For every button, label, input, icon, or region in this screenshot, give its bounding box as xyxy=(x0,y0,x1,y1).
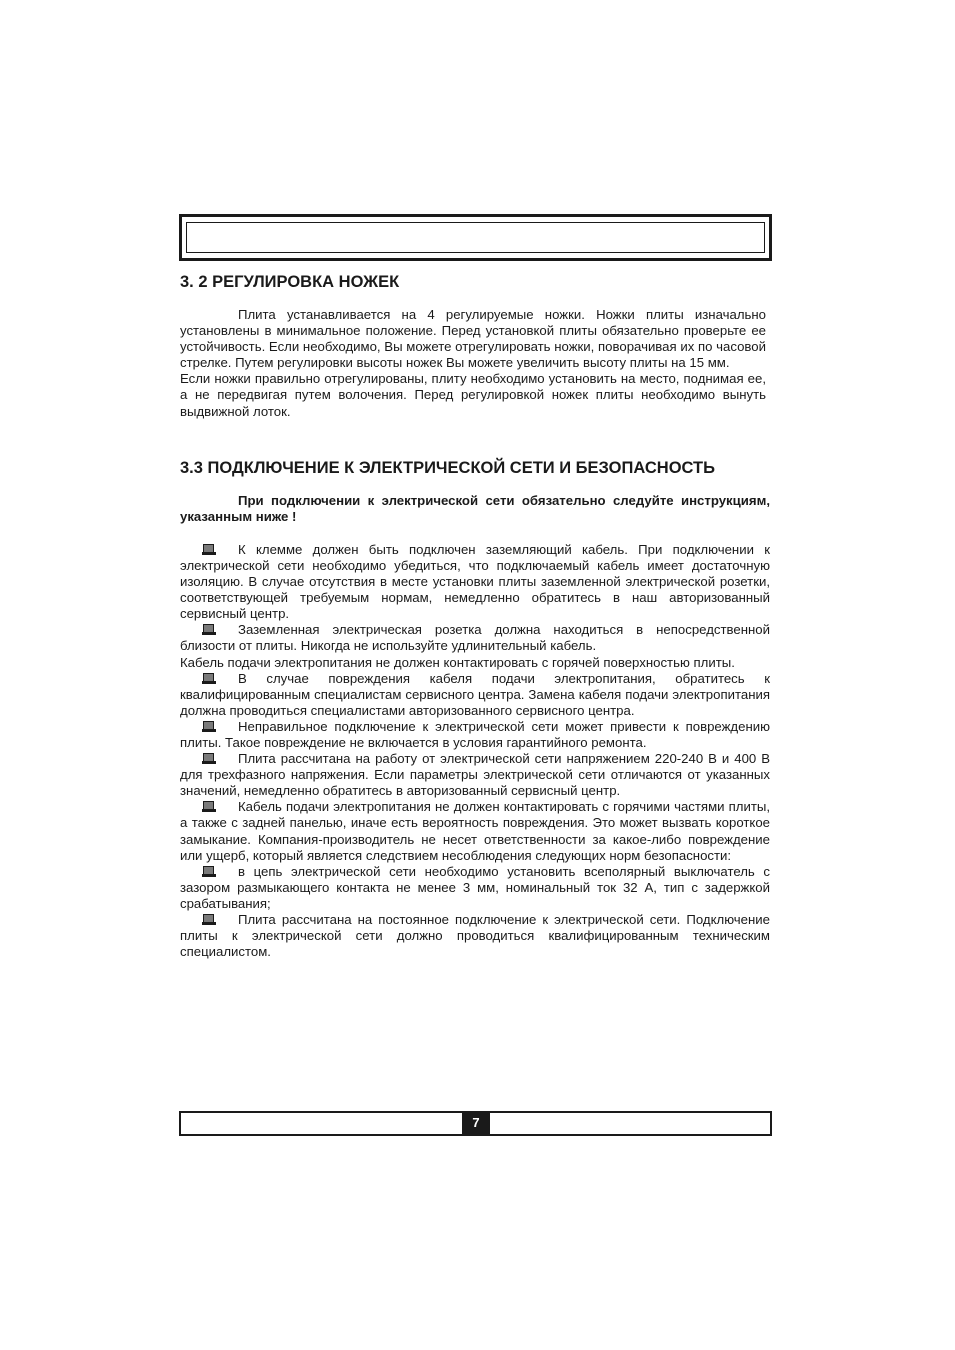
bullet-icon xyxy=(202,721,216,732)
plain-note: Кабель подачи электропитания не должен контактировать с горячей поверхностью плиты. xyxy=(180,654,735,670)
page-content xyxy=(180,270,770,960)
header-inner-frame xyxy=(186,222,765,253)
bullet-item-7 xyxy=(180,864,770,912)
bullet-text-5: Плита рассчитана на работу от электрической сети напряжением 220-240 В и 400 В для трехфазного напряжения. Если параметры электрической сети отличаются от указанных значений, немедленно обратитесь в авторизованный сервисный центр. xyxy=(180,751,770,799)
legs-text-block xyxy=(180,307,766,420)
bullet-text-4: Неправильное подключение к электрической сети может привести к повреждению плиты. Такое повреждение не включается в условия гарантийного ремонта. xyxy=(180,718,770,750)
bullet-icon xyxy=(202,866,216,877)
bullet-item-3 xyxy=(180,671,770,719)
bullet-item-6 xyxy=(180,799,770,863)
section-title-legs: 3. 2 РЕГУЛИРОВКА НОЖЕК xyxy=(180,273,400,291)
section-title-electric: 3.3 ПОДКЛЮЧЕНИЕ К ЭЛЕКТРИЧЕСКОЙ СЕТИ И БЕЗОПАСНОСТЬ xyxy=(180,458,715,477)
bullet-text-7: в цепь электрической сети необходимо установить всеполярный выключатель с зазором размыкающего контакта не менее 3 мм, номинальный ток 32 А, тип с задержкой срабатывания; xyxy=(180,863,770,911)
header-frame xyxy=(179,214,772,261)
legs-paragraph-1: Плита устанавливается на 4 регулируемые ножки. Ножки плиты изначально установлены в минимальное положение. Перед установкой плиты обязательно проверьте ее устойчивость. Если необходимо, Вы можете отрегулировать ножки, поворачивая их по часовой стрелке. Путем регулировки высоты ножек Вы можете увеличить высоту плиты на 15 мм. xyxy=(180,307,766,371)
bullet-item-8 xyxy=(180,912,770,960)
legs-paragraph-2: Если ножки правильно отрегулированы, плиту необходимо установить на место, поднимая ее, а не передвигая путем волочения. Перед регулировкой ножек плиты необходимо вынуть выдвижной лоток. xyxy=(180,371,766,419)
bullet-icon xyxy=(202,801,216,812)
bullet-icon xyxy=(202,624,216,635)
electric-lead: При подключении к электрической сети обязательно следуйте инструкциям, указанным ниже ! xyxy=(180,492,770,524)
bullet-icon xyxy=(202,673,216,684)
page-number: 7 xyxy=(462,1112,490,1134)
bullet-text-3: В случае повреждения кабеля подачи электропитания, обратитесь к квалифицированным специалистам сервисного центра. Замена кабеля подачи электропитания должна проводиться специалистами авторизованного сервисного центра. xyxy=(180,670,770,718)
bullet-item-2 xyxy=(180,622,770,654)
bullet-icon xyxy=(202,544,216,555)
bullet-icon xyxy=(202,914,216,925)
bullet-text-2: Заземленная электрическая розетка должна находиться в непосредственной близости от плиты. Никогда не используйте удлинительный кабель. xyxy=(180,622,770,654)
bullet-item-4 xyxy=(180,719,770,751)
bullet-item-1 xyxy=(180,542,770,622)
bullet-item-5 xyxy=(180,751,770,799)
bullet-list xyxy=(180,542,770,960)
bullet-text-6: Кабель подачи электропитания не должен контактировать с горячими частями плиты, а также с задней панелью, иначе есть вероятность повреждения. Это может вызвать короткое замыкание. Компания-производитель не несет ответственности за какое-либо повреждение или ущерб, который является следствием несоблюдения следующих норм безопасности: xyxy=(180,799,770,863)
bullet-text-1: К клемме должен быть подключен заземляющий кабель. При подключении к электрической сети необходимо убедиться, что подключаемый кабель имеет достаточную изоляцию. В случае отсутствия в месте установки плиты заземленной электрической розетки, соответствующей требуемым нормам, немедленно обратитесь в наш авторизованный сервисный центр. xyxy=(180,541,770,622)
bullet-text-8: Плита рассчитана на постоянное подключение к электрической сети. Подключение плиты к электрической сети должно проводиться квалифицированным техническим специалистом. xyxy=(180,912,770,960)
bullet-icon xyxy=(202,753,216,764)
